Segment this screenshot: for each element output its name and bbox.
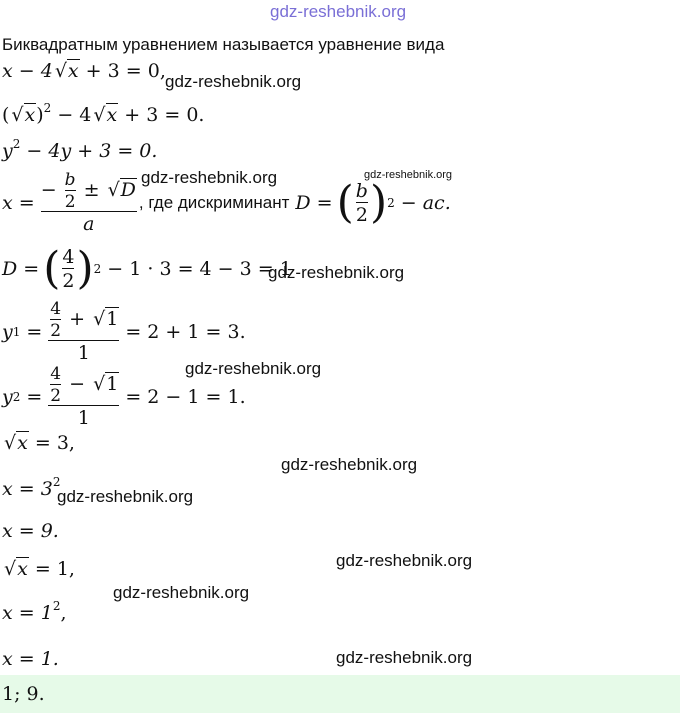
equation-1: x − 4 √x + 3 = 0, — [2, 60, 166, 82]
x-eq-3-squared: $x = 3^2$ — [2, 475, 61, 500]
watermark: gdz-reshebnik.org — [185, 359, 322, 378]
watermark: gdz-reshebnik.org — [336, 551, 473, 570]
watermark-top: gdz-reshebnik.org — [270, 2, 407, 21]
watermark: gdz-reshebnik.org — [141, 168, 278, 187]
root-y2: y 2 = $\frac{4}{2}$ − √1 1 = 2 − 1 = 1. — [2, 363, 246, 430]
watermark: gdz-reshebnik.org — [57, 487, 194, 506]
intro-text: Биквадратным уравнением называется уравнение вида — [2, 35, 445, 54]
root-formula: x = − $\frac{b}{2}$ ± √D a , где дискриминант D = ( $\frac{b}{2}$ ) 2 − ac. — [2, 169, 451, 236]
watermark: gdz-reshebnik.org — [336, 648, 473, 667]
x-eq-1-squared: $x = 1^2$, — [2, 599, 67, 624]
root-y1: y 1 = $\frac{4}{2}$ + √1 1 = 2 + 1 = 3. — [2, 298, 246, 365]
watermark-small: gdz-reshebnik.org — [364, 169, 453, 181]
answer-box — [0, 675, 680, 713]
answer-text: 1; 9. — [2, 683, 45, 705]
watermark: gdz-reshebnik.org — [113, 583, 250, 602]
watermark: gdz-reshebnik.org — [281, 455, 418, 474]
watermark: gdz-reshebnik.org — [268, 263, 405, 282]
discriminant-line: D = ( $\frac{4}{2}$ ) 2 − 1 · 3 = 4 − 3 = 1 — [2, 243, 292, 294]
equation-3: $y^2 - 4y + 3 = 0$. — [2, 137, 158, 162]
sqrt-eq-3: √x = 3, — [4, 432, 75, 454]
watermark: gdz-reshebnik.org — [165, 72, 302, 91]
sqrt-eq-1: √x = 1, — [4, 558, 75, 580]
equation-2: ( √x)$^2$ − 4 √x + 3 = 0. — [2, 101, 205, 126]
x-eq-1: x = 1. — [2, 648, 59, 670]
x-eq-9: x = 9. — [2, 520, 59, 542]
